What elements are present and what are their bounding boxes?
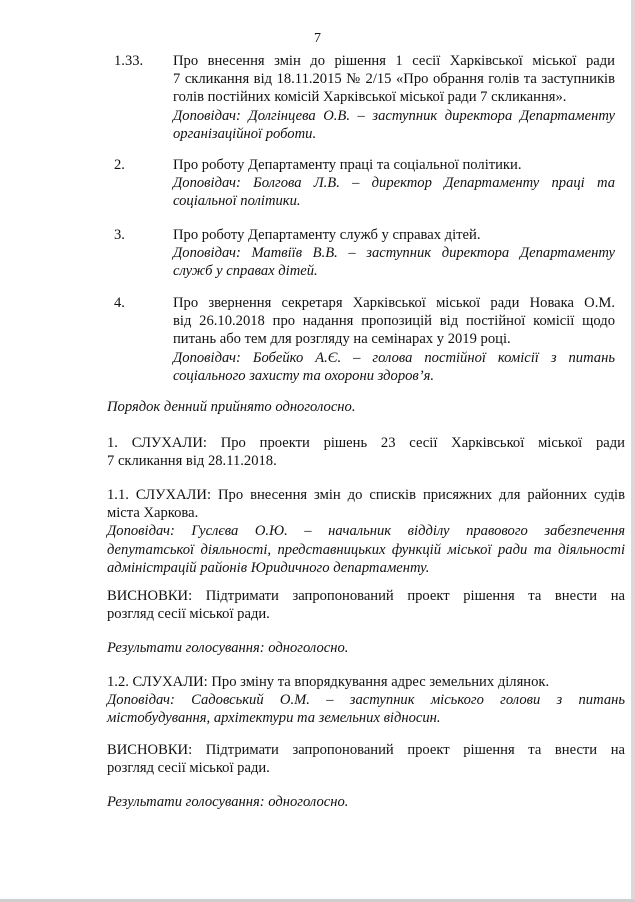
agenda-item-speaker-line: Доповідач: Матвіїв В.В. – заступник директора Департаменту [173,245,615,262]
agenda-item-text-line: Про внесення змін до рішення 1 сесії Харківської міської ради [173,53,615,69]
agenda-item-body [173,156,615,211]
agenda-item-text-line: голів постійних комісій Харківської міської ради 7 скликання». [173,89,567,106]
agenda-item-text-line: Про роботу Департаменту служб у справах дітей. [173,227,481,243]
heard-1-line: 1. СЛУХАЛИ: Про проекти рішень 23 сесії Харківської міської ради [107,435,625,451]
heard-1-2 [107,673,625,728]
agenda-item-text-line: від 26.10.2018 про надання пропозицій від постійної комісії щодо [173,313,615,330]
heard-1-1-speaker-line: депутатської діяльності, представницьких функцій міської ради та діяльності [107,541,625,558]
agenda-item-body [173,226,615,281]
page-number: 7 [314,31,321,46]
heard-1-2-line: 1.2. СЛУХАЛИ: Про зміну та впорядкування адрес земельних ділянок. [107,674,550,690]
heard-1-2-conclusion [107,741,625,777]
agenda-item-body [173,52,615,143]
heard-1-2-vote [107,793,625,811]
heard-1-2-conclusion-line: ВИСНОВКИ: Підтримати запропонований проект рішення та внести на [107,742,625,758]
agenda-item-text-line: Про звернення секретаря Харківської міської ради Новака О.М. [173,295,615,311]
agenda-item-number: 2. [114,157,125,173]
agenda-item-speaker-line: Доповідач: Бобейко А.Є. – голова постійної комісії з питань [173,349,615,366]
agenda-item-number: 3. [114,227,125,243]
heard-1-2-speaker-line: містобудування, архітектури та земельних відносин. [107,710,441,727]
heard-1-1-conclusion-line: ВИСНОВКИ: Підтримати запропонований проект рішення та внести на [107,588,625,604]
heard-1 [107,434,625,470]
agenda-item-speaker-line: служб у справах дітей. [173,263,318,280]
heard-1-1-line: міста Харкова. [107,505,199,522]
scan-edge-right [631,0,635,902]
heard-1-1-vote-text: Результати голосування: одноголосно. [107,640,349,656]
heard-1-1-conclusion [107,587,625,623]
heard-1-1 [107,486,625,577]
agenda-item-speaker-line: соціальної політики. [173,193,301,210]
heard-1-1-speaker-line: адміністрацій районів Юридичного департаменту. [107,559,430,576]
agenda-item-speaker-line: соціального захисту та охорони здоров’я. [173,367,435,384]
agenda-item-body [173,294,615,385]
agenda-adopted-text: Порядок денний прийнято одноголосно. [107,399,356,415]
agenda-item-number: 4. [114,295,125,311]
heard-1-1-conclusion-line: розгляд сесії міської ради. [107,606,270,623]
agenda-item-text-line: Про роботу Департаменту праці та соціальної політики. [173,157,522,173]
heard-1-1-line: 1.1. СЛУХАЛИ: Про внесення змін до списків присяжних для районних судів [107,487,625,503]
agenda-item-text-line: питань або тем для розгляду на семінарах у 2019 році. [173,331,511,348]
agenda-item-speaker-line: Доповідач: Долгінцева О.В. – заступник директора Департаменту [173,107,615,124]
agenda-item-number: 1.33. [114,53,144,69]
heard-1-2-conclusion-line: розгляд сесії міської ради. [107,760,270,777]
heard-1-1-speaker-line: Доповідач: Гуслєва О.Ю. – начальник відділу правового забезпечення [107,523,625,540]
heard-1-line: 7 скликання від 28.11.2018. [107,453,277,470]
agenda-item-speaker-line: організаційної роботи. [173,125,317,142]
agenda-item-speaker-line: Доповідач: Болгова Л.В. – директор Департаменту праці та [173,175,615,192]
heard-1-2-vote-text: Результати голосування: одноголосно. [107,794,349,810]
agenda-item-text-line: 7 скликання від 18.11.2015 № 2/15 «Про обрання голів та заступників [173,71,615,88]
heard-1-2-speaker-line: Доповідач: Садовський О.М. – заступник міського голови з питань [107,692,625,709]
heard-1-1-vote [107,639,625,657]
agenda-adopted-note [107,398,625,416]
